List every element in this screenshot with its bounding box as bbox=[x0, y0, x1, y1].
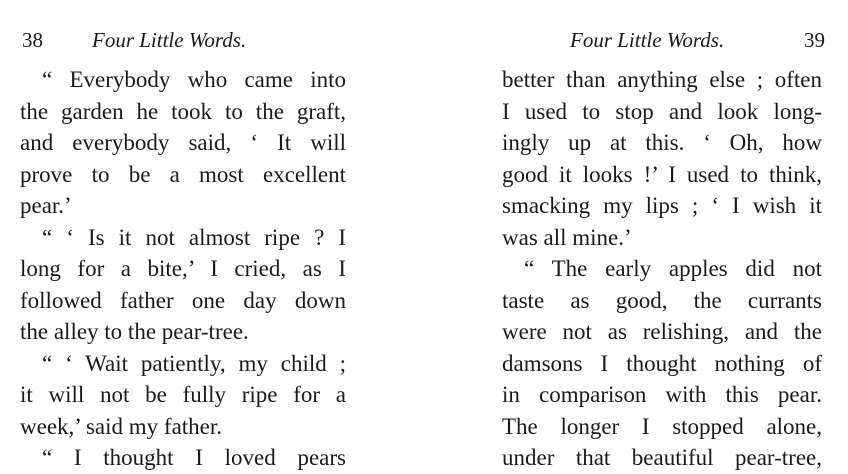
text-line: the alley to the pear-tree. bbox=[20, 319, 249, 344]
text-line: “ The early apples did not bbox=[524, 256, 822, 281]
right-running-title: Four Little Words. bbox=[570, 28, 725, 52]
text-line: taste as good, the currants bbox=[502, 287, 822, 313]
text-line: I used to stop and look long- bbox=[502, 98, 822, 124]
text-line: followed father one day down bbox=[20, 287, 346, 313]
right-page-number: 39 bbox=[804, 28, 825, 52]
text-line: and everybody said, ‘ It will bbox=[20, 130, 346, 155]
left-running-title: Four Little Words. bbox=[92, 28, 247, 52]
text-line: in comparison with this pear. bbox=[502, 382, 822, 407]
text-line: damsons I thought nothing of bbox=[502, 350, 822, 376]
text-line: week,’ said my father. bbox=[20, 413, 223, 439]
text-line: the garden he took to the graft, bbox=[20, 98, 346, 124]
text-line: were not as relishing, and the bbox=[502, 319, 822, 344]
text-line: “ ‘ Is it not almost ripe ? I bbox=[42, 224, 346, 250]
text-line: ingly up at this. ‘ Oh, how bbox=[502, 130, 822, 155]
text-line: prove to be a most excellent bbox=[20, 161, 346, 187]
text-line: “ I thought I loved pears bbox=[42, 445, 346, 470]
text-line: long for a bite,’ I cried, as I bbox=[20, 256, 346, 281]
left-page bbox=[0, 0, 424, 470]
text-line: pear.’ bbox=[20, 193, 72, 218]
left-page-number: 38 bbox=[22, 28, 43, 52]
text-line: The longer I stopped alone, bbox=[502, 413, 822, 439]
right-page bbox=[424, 0, 848, 470]
text-line: good it looks !’ I used to think, bbox=[502, 161, 822, 187]
text-line: “ ‘ Wait patiently, my child ; bbox=[42, 350, 346, 376]
right-page-text bbox=[502, 64, 822, 474]
text-line: smacking my lips ; ‘ I wish it bbox=[502, 193, 822, 218]
text-line: it will not be fully ripe for a bbox=[20, 382, 346, 407]
left-page-text bbox=[20, 64, 346, 474]
text-line: was all mine.’ bbox=[502, 224, 632, 250]
text-line: under that beautiful pear-tree, bbox=[502, 445, 822, 470]
text-line: “ Everybody who came into bbox=[42, 67, 346, 92]
text-line: better than anything else ; often bbox=[502, 67, 822, 92]
